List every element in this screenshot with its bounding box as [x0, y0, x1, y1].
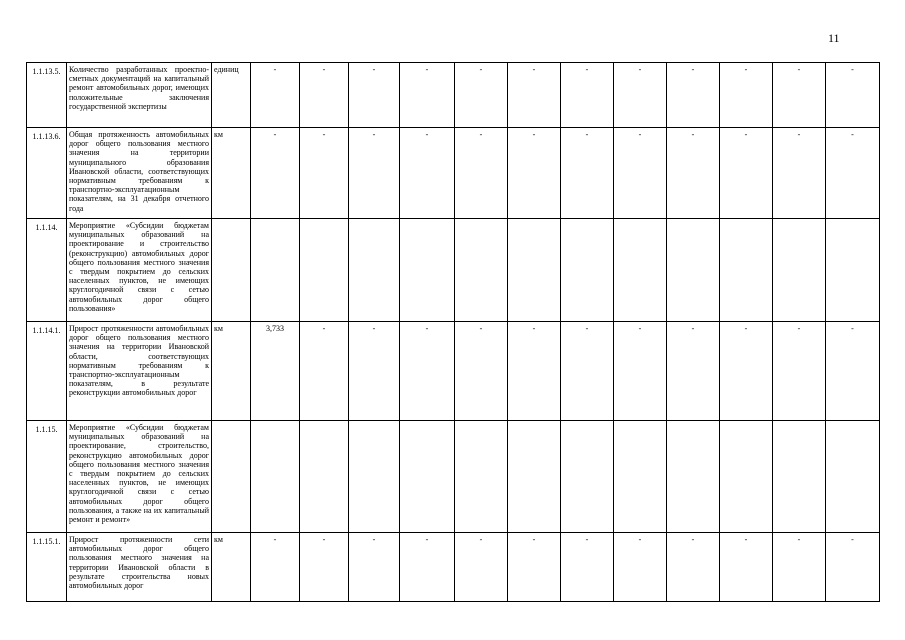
row-unit	[212, 421, 251, 533]
row-number: 1.1.14.1.	[27, 322, 67, 421]
table-row	[27, 421, 880, 533]
row-value: -	[720, 533, 773, 602]
row-value	[667, 421, 720, 533]
row-value: -	[561, 63, 614, 128]
row-value: -	[667, 533, 720, 602]
row-value: -	[826, 63, 880, 128]
row-value: -	[251, 63, 300, 128]
row-value: -	[508, 533, 561, 602]
row-description: Прирост протяженности автомобильных дорог общего пользования местного значения на территории Ивановской области, соответствующих нормативным требованиям к транспортно-эксплуатационным показателям, в результате реконструкции автомобильных дорог	[67, 322, 212, 421]
row-value: -	[400, 63, 455, 128]
row-value	[349, 219, 400, 322]
row-value: -	[251, 533, 300, 602]
row-value: -	[614, 533, 667, 602]
row-value	[251, 219, 300, 322]
table-row	[27, 63, 880, 128]
row-value: -	[400, 128, 455, 219]
row-number: 1.1.15.1.	[27, 533, 67, 602]
row-value	[561, 421, 614, 533]
row-number: 1.1.13.5.	[27, 63, 67, 128]
row-value	[400, 219, 455, 322]
table-row	[27, 219, 880, 322]
row-value: -	[508, 63, 561, 128]
row-value: -	[455, 128, 508, 219]
row-value: -	[251, 128, 300, 219]
row-value: -	[561, 322, 614, 421]
row-unit: км	[212, 322, 251, 421]
row-value	[300, 219, 349, 322]
row-value	[773, 219, 826, 322]
row-value: -	[508, 128, 561, 219]
row-description: Прирост протяженности сети автомобильных дорог общего пользования местного значения на территории Ивановской области в результате строительства новых автомобильных дорог	[67, 533, 212, 602]
row-value: 3,733	[251, 322, 300, 421]
row-value	[826, 421, 880, 533]
row-description: Мероприятие «Субсидии бюджетам муниципальных образований на проектирование, строительство, реконструкцию автомобильных дорог общего пользования местного значения с твердым покрытием до сельских населенных пунктов, не имеющих круглогодичной связи с сетью автомобильных дорог общего пользования, а также на их капитальный ремонт и ремонт»	[67, 421, 212, 533]
indicator-table	[26, 62, 880, 602]
row-value	[508, 219, 561, 322]
table-row	[27, 322, 880, 421]
row-value: -	[300, 63, 349, 128]
row-value: -	[349, 63, 400, 128]
row-value	[455, 421, 508, 533]
row-value: -	[667, 322, 720, 421]
row-value: -	[826, 533, 880, 602]
row-value: -	[349, 128, 400, 219]
row-description: Мероприятие «Субсидии бюджетам муниципальных образований на проектирование и строительство (реконструкцию) автомобильных дорог общего пользования местного значения с твердым покрытием до сельских населенных пунктов, не имеющих круглогодичной связи с сетью автомобильных дорог общего пользования»	[67, 219, 212, 322]
row-value: -	[614, 322, 667, 421]
row-description: Общая протяженность автомобильных дорог общего пользования местного значения на территории муниципального образования Ивановской области, соответствующих нормативным требованиям к транспортно-эксплуатационным показателям, на 31 декабря отчетного года	[67, 128, 212, 219]
row-value: -	[614, 128, 667, 219]
row-value: -	[667, 128, 720, 219]
row-value: -	[720, 63, 773, 128]
row-value: -	[720, 322, 773, 421]
row-value: -	[826, 128, 880, 219]
row-number: 1.1.15.	[27, 421, 67, 533]
row-value: -	[508, 322, 561, 421]
row-value: -	[614, 63, 667, 128]
row-value: -	[561, 128, 614, 219]
row-value	[400, 421, 455, 533]
row-value	[773, 421, 826, 533]
row-unit: единиц	[212, 63, 251, 128]
row-value: -	[349, 322, 400, 421]
row-value	[720, 219, 773, 322]
row-number: 1.1.14.	[27, 219, 67, 322]
row-value: -	[455, 322, 508, 421]
page-number: 11	[828, 31, 840, 45]
row-value: -	[773, 533, 826, 602]
row-value	[720, 421, 773, 533]
row-value: -	[400, 322, 455, 421]
table-row	[27, 128, 880, 219]
table-row	[27, 533, 880, 602]
row-value: -	[300, 533, 349, 602]
row-value: -	[826, 322, 880, 421]
row-value: -	[773, 128, 826, 219]
row-value	[455, 219, 508, 322]
row-value: -	[400, 533, 455, 602]
row-value: -	[300, 128, 349, 219]
row-unit: км	[212, 533, 251, 602]
row-value: -	[773, 63, 826, 128]
row-value	[251, 421, 300, 533]
row-value	[614, 421, 667, 533]
row-description: Количество разработанных проектно-сметных документаций на капитальный ремонт автомобильных дорог, имеющих положительные заключения государственной экспертизы	[67, 63, 212, 128]
row-value: -	[720, 128, 773, 219]
row-value	[667, 219, 720, 322]
row-value	[561, 219, 614, 322]
row-value	[826, 219, 880, 322]
row-value: -	[455, 63, 508, 128]
row-value: -	[561, 533, 614, 602]
row-value: -	[455, 533, 508, 602]
row-value: -	[300, 322, 349, 421]
row-value: -	[773, 322, 826, 421]
row-value: -	[349, 533, 400, 602]
row-unit: км	[212, 128, 251, 219]
row-value	[349, 421, 400, 533]
row-value	[614, 219, 667, 322]
row-value: -	[667, 63, 720, 128]
row-number: 1.1.13.6.	[27, 128, 67, 219]
row-value	[300, 421, 349, 533]
row-value	[508, 421, 561, 533]
row-unit	[212, 219, 251, 322]
